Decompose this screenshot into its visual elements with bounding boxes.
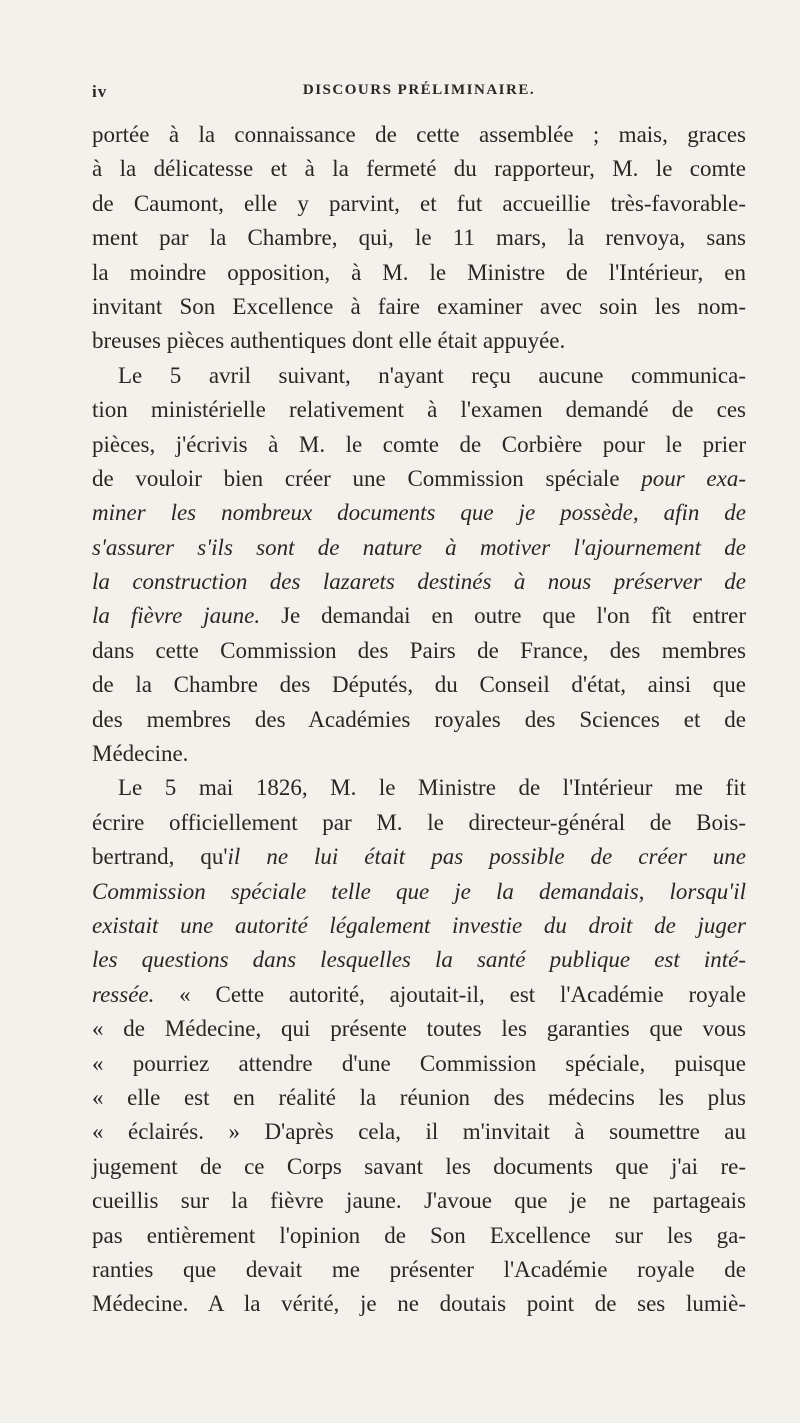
text-line bbox=[92, 943, 746, 977]
text-segment: Médecine. bbox=[92, 741, 189, 767]
text-line bbox=[92, 1115, 746, 1149]
text-segment: des membres des Académies royales des Sciences et de bbox=[92, 706, 746, 732]
text-line bbox=[92, 290, 746, 324]
italic-text: il ne lui était pas possible de créer une bbox=[227, 844, 746, 870]
text-line bbox=[92, 1253, 746, 1287]
text-segment: Le 5 mai 1826, M. le Ministre de l'Intérieur me fit bbox=[118, 775, 746, 801]
italic-text: Commission spéciale telle que je la demandais, lorsqu'il bbox=[92, 878, 746, 904]
text-segment: à la délicatesse et à la fermeté du rapporteur, M. le comte bbox=[92, 156, 746, 182]
text-line bbox=[92, 1150, 746, 1184]
text-segment: pièces, j'écrivis à M. le comte de Corbière pour le prier bbox=[92, 431, 746, 457]
text-line bbox=[92, 909, 746, 943]
text-line bbox=[92, 221, 746, 255]
text-line bbox=[92, 1184, 746, 1218]
text-segment: breuses pièces authentiques dont elle était appuyée. bbox=[92, 328, 566, 354]
text-segment: pas entièrement l'opinion de Son Excellence sur les ga- bbox=[92, 1222, 746, 1248]
italic-text: pour exa- bbox=[641, 465, 746, 491]
italic-text: existait une autorité légalement investie du droit de juger bbox=[92, 912, 746, 938]
text-line bbox=[92, 806, 746, 840]
italic-text: miner les nombreux documents que je possède, afin de bbox=[92, 500, 746, 526]
text-segment: bertrand, qu' bbox=[92, 844, 228, 870]
text-line bbox=[92, 1012, 746, 1046]
text-line bbox=[92, 496, 746, 530]
text-line bbox=[92, 1287, 746, 1321]
text-line bbox=[92, 1081, 746, 1115]
text-line bbox=[92, 152, 746, 186]
running-head bbox=[92, 82, 746, 106]
text-segment: Le 5 avril suivant, n'ayant reçu aucune communica- bbox=[118, 362, 746, 388]
text-line bbox=[92, 1047, 746, 1081]
text-line bbox=[92, 187, 746, 221]
italic-text: la construction des lazarets destinés à nous préserver de bbox=[92, 569, 746, 595]
text-line bbox=[92, 668, 746, 702]
text-segment: « Cette autorité, ajoutait-il, est l'Académie royale bbox=[154, 981, 746, 1007]
italic-text: s'assurer s'ils sont de nature à motiver l'ajournement de bbox=[92, 534, 746, 560]
text-segment: de vouloir bien créer une Commission spéciale bbox=[92, 465, 642, 491]
text-line bbox=[92, 531, 746, 565]
text-segment: « pourriez attendre d'une Commission spéciale, puisque bbox=[92, 1050, 746, 1076]
text-segment: « elle est en réalité la réunion des médecins les plus bbox=[92, 1084, 746, 1110]
text-segment: ment par la Chambre, qui, le 11 mars, la renvoya, sans bbox=[92, 225, 746, 251]
text-segment: invitant Son Excellence à faire examiner avec soin les nom- bbox=[92, 293, 746, 319]
text-line bbox=[92, 875, 746, 909]
text-line bbox=[92, 118, 746, 152]
text-line bbox=[92, 359, 746, 393]
text-segment: tion ministérielle relativement à l'examen demandé de ces bbox=[92, 397, 746, 423]
text-segment: portée à la connaissance de cette assemblée ; mais, graces bbox=[92, 122, 746, 147]
text-line bbox=[92, 324, 746, 358]
text-line bbox=[92, 771, 746, 805]
text-segment: « de Médecine, qui présente toutes les garanties que vous bbox=[92, 1016, 746, 1042]
text-line bbox=[92, 840, 746, 874]
text-segment: écrire officiellement par M. le directeur-général de Bois- bbox=[92, 809, 746, 835]
running-title: DISCOURS PRÉLIMINAIRE. bbox=[302, 82, 536, 98]
text-line bbox=[92, 703, 746, 737]
text-line bbox=[92, 1219, 746, 1253]
text-line bbox=[92, 599, 746, 633]
text-segment: de Caumont, elle y parvint, et fut accueillie très-favorable- bbox=[92, 190, 746, 216]
text-line bbox=[92, 737, 746, 771]
text-segment: cueillis sur la fièvre jaune. J'avoue que je ne partageais bbox=[92, 1188, 746, 1214]
text-line bbox=[92, 978, 746, 1012]
text-segment: la moindre opposition, à M. le Ministre de l'Intérieur, en bbox=[92, 259, 746, 285]
italic-text: ressée. bbox=[92, 981, 155, 1007]
text-segment: dans cette Commission des Pairs de France, des membres bbox=[92, 637, 746, 663]
text-line bbox=[92, 428, 746, 462]
text-segment: Je demandai en outre que l'on fît entrer bbox=[260, 603, 746, 629]
body-text bbox=[92, 118, 746, 1322]
text-segment: jugement de ce Corps savant les documents que j'ai re- bbox=[92, 1153, 746, 1179]
text-segment: Médecine. A la vérité, je ne doutais point de ses lumiè- bbox=[92, 1291, 746, 1317]
text-line bbox=[92, 634, 746, 668]
text-line bbox=[92, 393, 746, 427]
text-line bbox=[92, 462, 746, 496]
italic-text: la fièvre jaune. bbox=[92, 603, 261, 629]
text-line bbox=[92, 565, 746, 599]
text-segment: ranties que devait me présenter l'Académie royale de bbox=[92, 1256, 746, 1282]
italic-text: les questions dans lesquelles la santé publique est inté- bbox=[92, 947, 746, 973]
text-line bbox=[92, 256, 746, 290]
text-segment: « éclairés. » D'après cela, il m'invitait à soumettre au bbox=[92, 1119, 746, 1145]
page-number: iv bbox=[92, 82, 108, 101]
text-segment: de la Chambre des Députés, du Conseil d'état, ainsi que bbox=[92, 672, 746, 698]
